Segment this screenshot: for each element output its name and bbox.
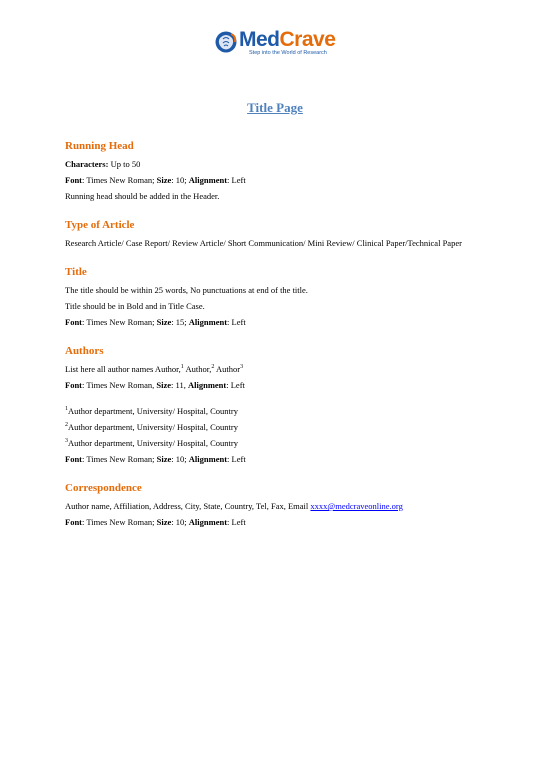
email-link[interactable]: xxxx@medcraveonline.org (310, 501, 403, 511)
logo-crave: Crave (279, 28, 336, 51)
size-value: 10; (175, 175, 187, 185)
characters-label: Characters (65, 159, 106, 169)
alignment-value: Left (231, 454, 246, 464)
size-label: Size (156, 175, 172, 185)
size-label: Size (156, 317, 172, 327)
correspondence-section (65, 481, 495, 530)
size-value: 15; (175, 317, 187, 327)
title-rule-2: Title should be in Bold and in Title Case. (65, 301, 205, 311)
document-body (65, 139, 495, 544)
size-label: Size (156, 380, 172, 390)
authors-heading: Authors (65, 345, 104, 357)
running-head-note: Running head should be added in the Header. (65, 191, 220, 201)
alignment-value: Left (230, 380, 245, 390)
characters-spec: Characters: Up to 50 (65, 159, 141, 169)
title-section (65, 265, 495, 330)
correspondence-font-spec: Font: Times New Roman; Size: 10; Alignment: Left (65, 517, 246, 527)
font-value: Times New Roman, (86, 380, 155, 390)
running-head-font-spec: Font: Times New Roman; Size: 10; Alignment: Left (65, 175, 246, 185)
affiliation-2: $^2$Author department, University/ Hospital, Country (65, 422, 238, 432)
font-label: Font (65, 380, 82, 390)
characters-value: Up to 50 (110, 159, 141, 169)
title-heading: Title (65, 266, 87, 278)
type-of-article-heading: Type of Article (65, 219, 135, 231)
medcrave-logo (215, 30, 340, 60)
alignment-value: Left (231, 175, 246, 185)
size-value: 11, (175, 380, 186, 390)
alignment-value: Left (231, 517, 246, 527)
brain-logo-icon (215, 30, 237, 54)
page-title: Title Page (247, 100, 303, 115)
type-of-article-section (65, 218, 495, 251)
title-font-spec: Font: Times New Roman; Size: 15; Alignment: Left (65, 317, 246, 327)
font-label: Font (65, 454, 82, 464)
logo-wordmark (239, 28, 335, 52)
size-label: Size (156, 454, 172, 464)
font-value: Times New Roman; (86, 175, 155, 185)
alignment-label: Alignment (188, 175, 228, 185)
alignment-label: Alignment (187, 380, 227, 390)
alignment-label: Alignment (188, 317, 228, 327)
font-value: Times New Roman; (86, 454, 155, 464)
size-value: 10; (175, 517, 187, 527)
authors-font-spec: Font: Times New Roman, Size: 11, Alignment: Left (65, 380, 245, 390)
logo-tagline: Step into the World of Research (249, 50, 327, 56)
font-value: Times New Roman; (86, 317, 155, 327)
article-types-text: Research Article/ Case Report/ Review Article/ Short Communication/ Mini Review/ Clinical Paper/Technical Paper (65, 238, 462, 248)
correspondence-details: Author name, Affiliation, Address, City, State, Country, Tel, Fax, Email xxxx@medcraveonline.org (65, 501, 403, 511)
font-label: Font (65, 317, 82, 327)
running-head-heading: Running Head (65, 140, 134, 152)
font-label: Font (65, 175, 82, 185)
affiliation-3: $^3$Author department, University/ Hospital, Country (65, 438, 238, 448)
running-head-section (65, 139, 495, 204)
author-list: List here all author names Author,$^1$ Author,$^2$ Author$^3$ (65, 364, 244, 374)
title-rule-1: The title should be within 25 words, No punctuations at end of the title. (65, 285, 308, 295)
alignment-value: Left (231, 317, 246, 327)
alignment-label: Alignment (188, 517, 228, 527)
alignment-label: Alignment (188, 454, 228, 464)
font-label: Font (65, 517, 82, 527)
logo-med: Med (239, 28, 280, 51)
font-value: Times New Roman; (86, 517, 155, 527)
size-label: Size (156, 517, 172, 527)
authors-section (65, 344, 495, 467)
size-value: 10; (175, 454, 187, 464)
affiliation-1: $^1$Author department, University/ Hospital, Country (65, 406, 238, 416)
correspondence-heading: Correspondence (65, 482, 142, 494)
affiliation-font-spec: Font: Times New Roman; Size: 10; Alignment: Left (65, 454, 246, 464)
